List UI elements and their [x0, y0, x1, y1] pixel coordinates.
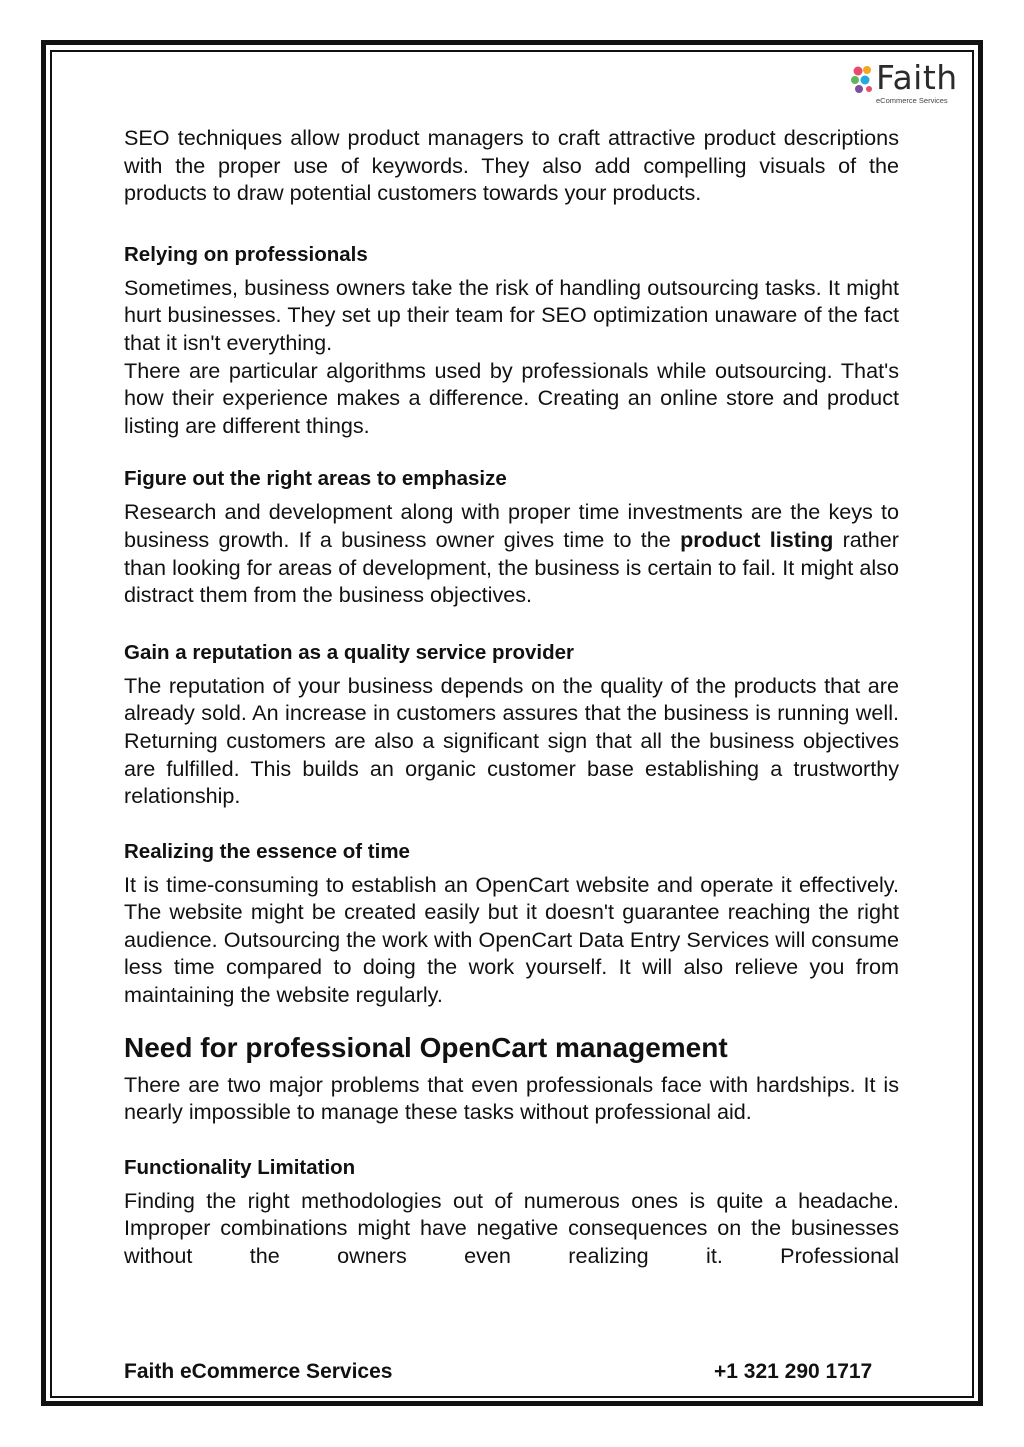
bold-term-product-listing: product listing — [680, 526, 834, 552]
logo-tagline: eCommerce Services — [876, 96, 948, 105]
logo-wordmark: Faith — [876, 58, 958, 97]
paragraph-relying-1: Sometimes, business owners take the risk of handling outsourcing tasks. It might hurt businesses. They set up their team for SEO optimization unaware of the fact that it isn't everything. — [124, 274, 899, 355]
paragraph-reputation: The reputation of your business depends on the quality of the products that are already sold. An increase in customers assures that the business is running well. Returning customers are also a significant sign that all the business objectives are fulfilled. This builds an organic customer base establishing a trustworthy relationship. — [124, 672, 899, 809]
document-body — [124, 124, 899, 1270]
heading-figure-out: Figure out the right areas to emphasize — [124, 467, 507, 491]
heading-essence-of-time: Realizing the essence of time — [124, 839, 410, 863]
paragraph-figure-out — [124, 498, 899, 608]
paragraph-seo-intro: SEO techniques allow product managers to craft attractive product descriptions with the proper use of keywords. They also add compelling visuals of the products to draw potential customers towards your products. — [124, 125, 899, 206]
flower-icon — [850, 65, 876, 99]
text-run: Research and development along with proper time investments are the keys to business growth. If a business owner gives time to the — [124, 499, 899, 552]
heading-relying: Relying on professionals — [124, 242, 368, 266]
paragraph-essence-of-time: It is time-consuming to establish an OpenCart website and operate it effectively. The website might be created easily but it doesn't guarantee reaching the right audience. Outsourcing the work with OpenCart Data Entry Services will consume less time compared to doing the work yourself. It will also relieve you from maintaining the website regularly. — [124, 871, 899, 1008]
paragraph-functionality: Finding the right methodologies out of numerous ones is quite a headache. Improper combinations might have negative consequences on the businesses without the owners even realizing it. Professional — [124, 1187, 899, 1269]
heading-need-management: Need for professional OpenCart management — [124, 1031, 728, 1063]
faith-logo — [850, 58, 965, 110]
footer-phone: +1 321 290 1717 — [714, 1360, 873, 1383]
heading-functionality: Functionality Limitation — [124, 1155, 356, 1179]
heading-reputation: Gain a reputation as a quality service provider — [124, 640, 575, 664]
paragraph-need-management: There are two major problems that even professionals face with hardships. It is nearly impossible to manage these tasks without professional aid. — [124, 1071, 899, 1125]
paragraph-relying-2: There are particular algorithms used by professionals while outsourcing. That's how their experience makes a difference. Creating an online store and product listing are different things. — [124, 357, 899, 438]
footer-company: Faith eCommerce Services — [124, 1360, 393, 1383]
text-run: rather than looking for areas of development, the business is certain to fail. It might also distract them from the business objectives. — [124, 526, 899, 608]
